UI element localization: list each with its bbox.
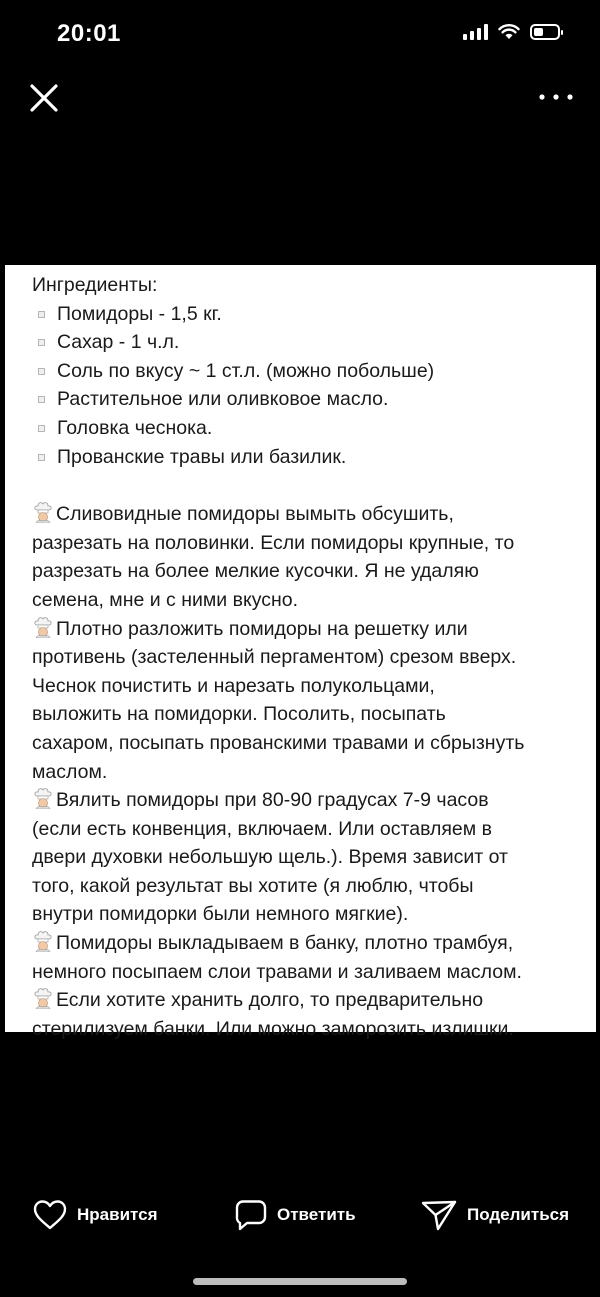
step-line: внутри помидорки были немного мягкие).: [32, 903, 409, 926]
home-indicator[interactable]: [193, 1278, 407, 1285]
step-line: Сливовидные помидоры вымыть обсушить,: [32, 500, 574, 529]
ingredient-item: Помидоры - 1,5 кг.: [32, 300, 574, 329]
step-line: Плотно разложить помидоры на решетку или: [32, 615, 574, 644]
step-line: сахаром, посыпать прованскими травами и сбрызнуть: [32, 731, 525, 754]
share-icon: [421, 1199, 457, 1231]
step-line: (если есть конвенция, включаем. Или оставляем в: [32, 817, 492, 840]
share-button[interactable]: [421, 1190, 569, 1240]
chef-emoji-icon: [32, 616, 54, 638]
step-line: Если хотите хранить долго, то предварительно: [32, 986, 574, 1015]
step-line: противень (застеленный пергаментом) срезом вверх.: [32, 646, 517, 669]
step-line: разрезать на половинки. Если помидоры крупные, то: [32, 531, 515, 554]
recipe-step: [32, 500, 574, 614]
step-line: маслом.: [32, 760, 108, 783]
ingredient-item: Соль по вкусу ~ 1 ст.л. (можно побольше): [32, 357, 574, 386]
reply-label: Ответить: [277, 1205, 356, 1224]
chef-emoji-icon: [32, 930, 54, 952]
ingredients-list: [32, 300, 574, 472]
cellular-signal-icon: [463, 24, 488, 40]
step-line: выложить на помидорки. Посолить, посыпать: [32, 703, 446, 726]
comment-icon: [235, 1199, 267, 1231]
action-bar: [0, 1190, 600, 1240]
step-line: немного посыпаем слои травами и заливаем маслом.: [32, 960, 522, 983]
more-options-icon[interactable]: [536, 82, 576, 112]
ingredient-item: Сахар - 1 ч.л.: [32, 328, 574, 357]
top-bar: [0, 70, 600, 130]
post-image[interactable]: [5, 265, 596, 1040]
heart-icon: [33, 1200, 67, 1230]
chef-emoji-icon: [32, 787, 54, 809]
ingredient-item: Прованские травы или базилик.: [32, 443, 574, 472]
battery-icon: [530, 24, 560, 40]
chef-emoji-icon: [32, 987, 54, 1009]
like-button[interactable]: [33, 1190, 158, 1240]
ingredient-item: Головка чеснока.: [32, 414, 574, 443]
close-icon[interactable]: [24, 78, 64, 118]
wifi-icon: [498, 24, 520, 40]
status-icons: [463, 24, 560, 40]
status-time: 20:01: [57, 20, 121, 47]
recipe-step: [32, 929, 574, 986]
reply-button[interactable]: [235, 1190, 356, 1240]
step-line: Вялить помидоры при 80-90 градусах 7-9 часов: [32, 786, 574, 815]
step-line: стерилизуем банки. Или можно заморозить излишки.: [32, 1017, 514, 1040]
recipe-step: [32, 615, 574, 787]
step-line: семена, мне и с ними вкусно.: [32, 588, 299, 611]
status-bar: [0, 0, 600, 70]
recipe-step: [32, 786, 574, 929]
recipe-step: [32, 986, 574, 1043]
share-label: Поделиться: [467, 1205, 570, 1224]
step-line: двери духовки небольшую щель.). Время зависит от: [32, 846, 508, 869]
chef-emoji-icon: [32, 501, 54, 523]
step-line: разрезать на более мелкие кусочки. Я не удаляю: [32, 560, 479, 583]
ingredients-title: Ингредиенты:: [32, 274, 158, 296]
step-line: Помидоры выкладываем в банку, плотно трамбуя,: [32, 929, 574, 958]
step-line: Чеснок почистить и нарезать полукольцами,: [32, 674, 435, 697]
step-line: того, какой результат вы хотите (я люблю, чтобы: [32, 874, 474, 897]
like-label: Нравится: [77, 1205, 158, 1224]
ingredient-item: Растительное или оливковое масло.: [32, 385, 574, 414]
